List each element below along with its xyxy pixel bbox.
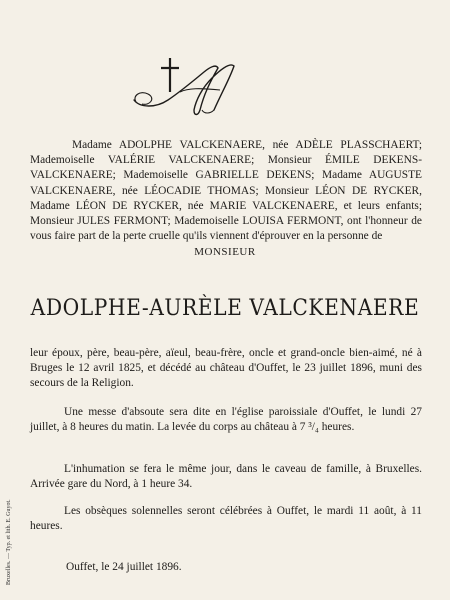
funeral-details: Les obsèques solennelles seront célébrées à Ouffet, le mardi 11 août, à 11 heures. [30, 505, 422, 533]
printer-text: Bruxelles. — Typ. et lith. E. Guyot. [6, 499, 12, 585]
monogram-emblem [130, 52, 245, 120]
deceased-name: ADOLPHE-AURÈLE VALCKENAERE [30, 296, 420, 321]
place-and-date: Ouffet, le 24 juillet 1896. [66, 561, 182, 573]
cross-icon [130, 52, 245, 120]
honorific-title: MONSIEUR [194, 246, 256, 258]
printer-imprint [2, 475, 18, 585]
burial-details: L'inhumation se fera le même jour, dans le caveau de famille, à Bruxelles. Arrivée gare du Nord, à 1 heure 34. [30, 463, 422, 491]
relations-and-dates: leur époux, père, beau-père, aïeul, beau-frère, oncle et grand-oncle bien-aimé, né à Bruges le 12 avril 1825, et décédé au château d'Ouffet, le 23 juillet 1896, muni des secours de la Religion. [30, 347, 422, 390]
mass-details: Une messe d'absoute sera dite en l'église paroissiale d'Ouffet, le lundi 27 juillet, à 8 heures du matin. La levée du corps au château à 7 ³/₄ heures. [30, 406, 422, 434]
family-announcement: Madame ADOLPHE VALCKENAERE, née ADÈLE PLASSCHAERT; Mademoiselle VALÉRIE VALCKENAERE; Monsieur ÉMILE DEKENS-VALCKENAERE; Mademoiselle GABRIELLE DEKENS; Madame AUGUSTE VALCKENAERE, née LÉOCADIE THOMAS; Monsieur LÉON DE RYCKER, Madame LÉON DE RYCKER, née MARIE VALCKENAERE, et leurs enfants; Monsieur JULES FERMONT; Mademoiselle LOUISA FERMONT, ont l'honneur de vous faire part de la perte cruelle qu'ils viennent d'éprouver en la personne de [30, 139, 422, 243]
